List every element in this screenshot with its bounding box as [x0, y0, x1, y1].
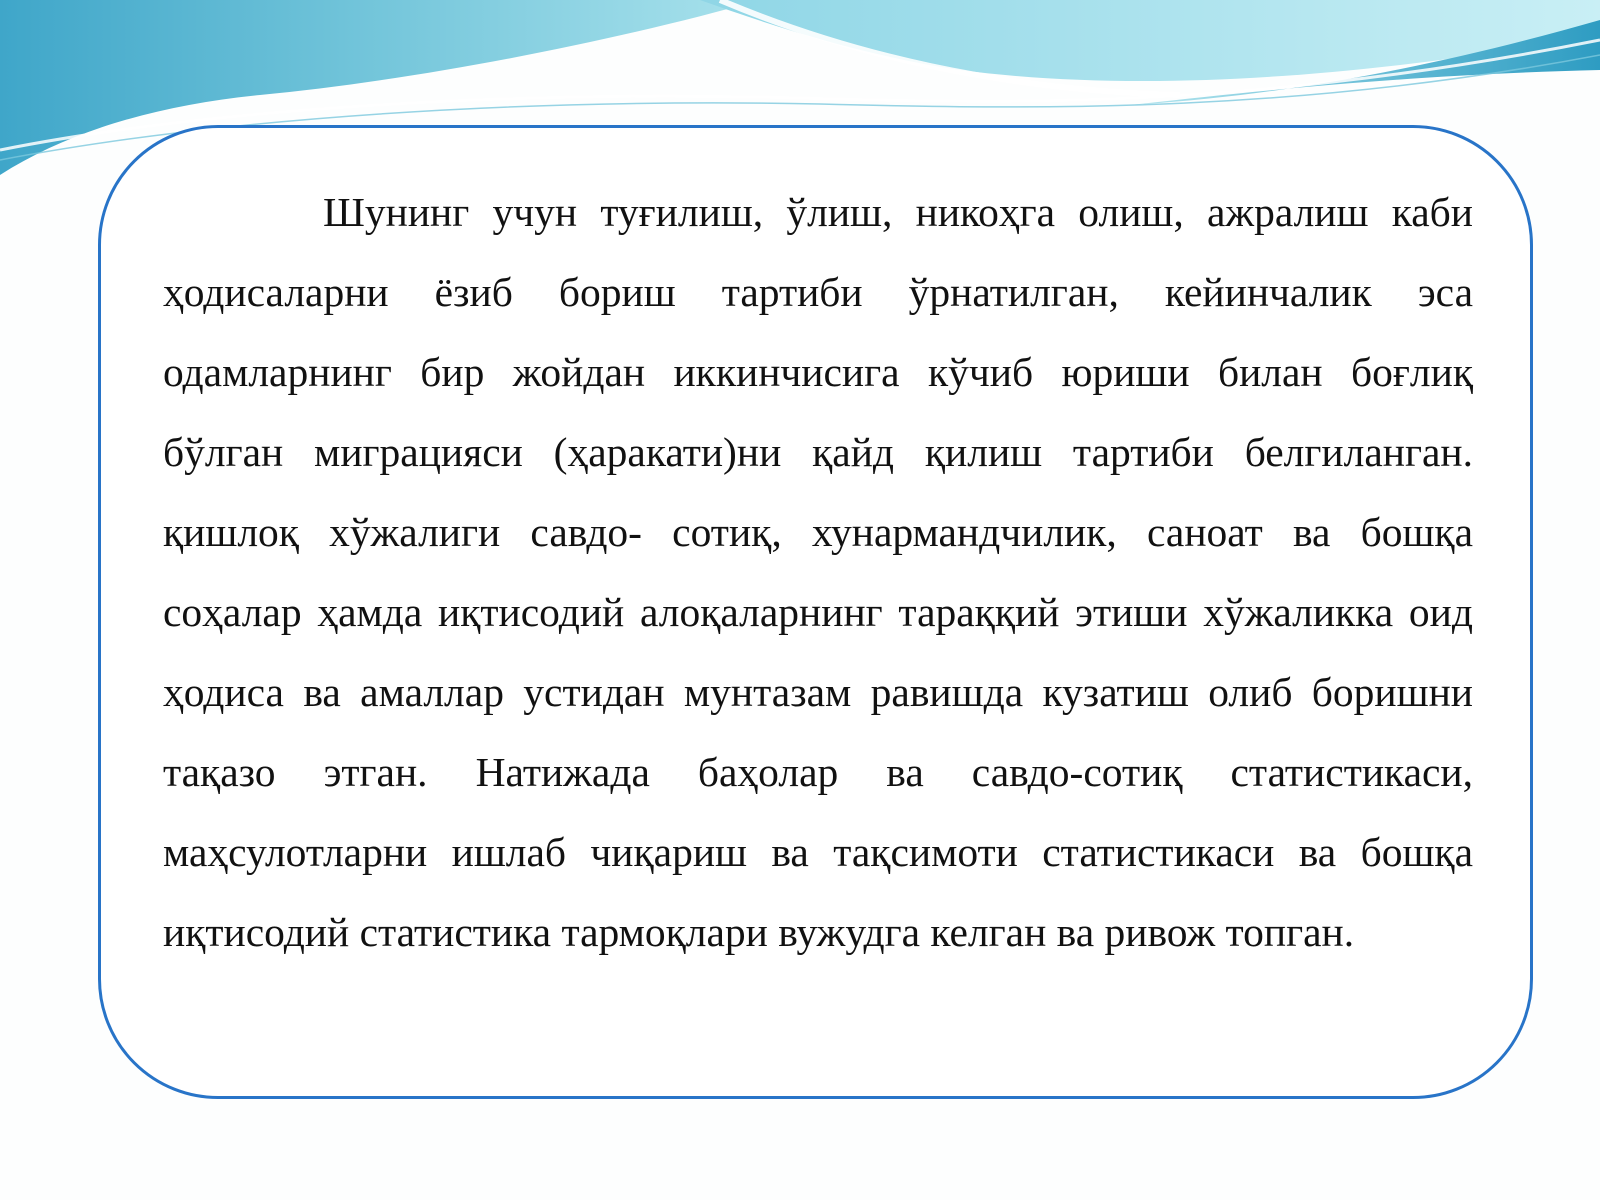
body-paragraph: Шунинг учун туғилиш, ўлиш, никоҳга олиш, ажралиш каби ҳодисаларни ёзиб бориш тартиби ўрнатилган, кейинчалик эса одамларнинг бир жойдан иккинчисига кўчиб юриши билан боғлиқ бўлган миграцияси (ҳаракати)ни қайд қилиш тартиби белгиланган. қишлоқ хўжалиги савдо- сотиқ, хунармандчилик, саноат ва бошқа соҳалар ҳамда иқтисодий алоқаларнинг тараққий этиши хўжаликка оид ҳодиса ва амаллар устидан мунтазам равишда кузатиш олиб боришни тақазо этган. Натижада баҳолар ва савдо-сотиқ статистикаси, маҳсулотларни ишлаб чиқариш ва тақсимоти статистикаси ва бошқа иқтисодий статистика тармоқлари вужудга келган ва ривож топган. [163, 189, 1473, 955]
